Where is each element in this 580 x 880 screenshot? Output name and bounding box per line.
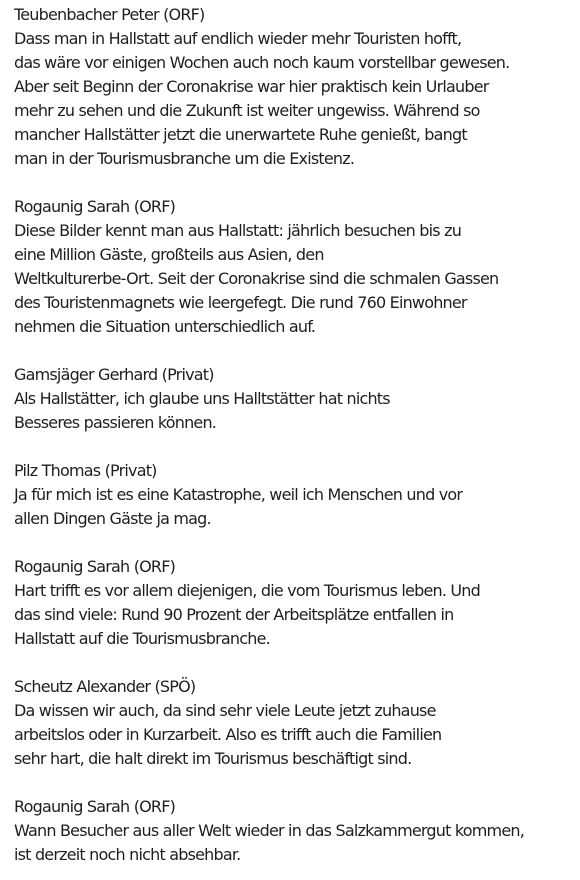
transcript-line: das sind viele: Rund 90 Prozent der Arbeitsplätze entfallen in (14, 605, 454, 624)
transcript-segment (14, 555, 580, 651)
transcript-line: allen Dingen Gäste ja mag. (14, 509, 211, 528)
transcript-line: mancher Hallstätter jetzt die unerwartete Ruhe genießt, bangt (14, 125, 467, 144)
transcript-line: eine Million Gäste, großteils aus Asien, den (14, 245, 324, 264)
transcript-line: Besseres passieren können. (14, 413, 217, 432)
transcript-segment (14, 675, 580, 771)
transcript-segment (14, 795, 580, 867)
transcript-line: man in der Tourismusbranche um die Existenz. (14, 149, 355, 168)
transcript-segment (14, 195, 580, 339)
transcript-line: sehr hart, die halt direkt im Tourismus beschäftigt sind. (14, 749, 412, 768)
transcript-line: arbeitslos oder in Kurzarbeit. Also es trifft auch die Familien (14, 725, 442, 744)
speaker-label: Gamsjäger Gerhard (Privat) (14, 365, 214, 384)
speaker-label: Rogaunig Sarah (ORF) (14, 557, 176, 576)
transcript-segment (14, 363, 580, 435)
transcript-line: des Touristenmagnets wie leergefegt. Die rund 760 Einwohner (14, 293, 467, 312)
transcript-line: Diese Bilder kennt man aus Hallstatt: jährlich besuchen bis zu (14, 221, 462, 240)
transcript-line: Ja für mich ist es eine Katastrophe, weil ich Menschen und vor (14, 485, 463, 504)
transcript-segment (14, 3, 580, 171)
transcript-line: ist derzeit noch nicht absehbar. (14, 845, 241, 864)
transcript-line: Dass man in Hallstatt auf endlich wieder mehr Touristen hofft, (14, 29, 462, 48)
transcript-line: das wäre vor einigen Wochen auch noch kaum vorstellbar gewesen. (14, 53, 510, 72)
transcript-line: Hart trifft es vor allem diejenigen, die vom Tourismus leben. Und (14, 581, 481, 600)
transcript-line: mehr zu sehen und die Zukunft ist weiter ungewiss. Während so (14, 101, 480, 120)
transcript-line: nehmen die Situation unterschiedlich auf. (14, 317, 316, 336)
transcript-segment (14, 459, 580, 531)
speaker-label: Rogaunig Sarah (ORF) (14, 797, 176, 816)
transcript-line: Da wissen wir auch, da sind sehr viele Leute jetzt zuhause (14, 701, 436, 720)
transcript-line: Aber seit Beginn der Coronakrise war hier praktisch kein Urlauber (14, 77, 489, 96)
speaker-label: Scheutz Alexander (SPÖ) (14, 677, 196, 696)
transcript-line: Weltkulturerbe-Ort. Seit der Coronakrise sind die schmalen Gassen (14, 269, 499, 288)
transcript-line: Wann Besucher aus aller Welt wieder in das Salzkammergut kommen, (14, 821, 524, 840)
transcript-line: Als Hallstätter, ich glaube uns Halltstätter hat nichts (14, 389, 390, 408)
speaker-label: Pilz Thomas (Privat) (14, 461, 157, 480)
speaker-label: Rogaunig Sarah (ORF) (14, 197, 176, 216)
transcript-line: Hallstatt auf die Tourismusbranche. (14, 629, 270, 648)
speaker-label: Teubenbacher Peter (ORF) (14, 5, 205, 24)
transcript (14, 3, 580, 867)
